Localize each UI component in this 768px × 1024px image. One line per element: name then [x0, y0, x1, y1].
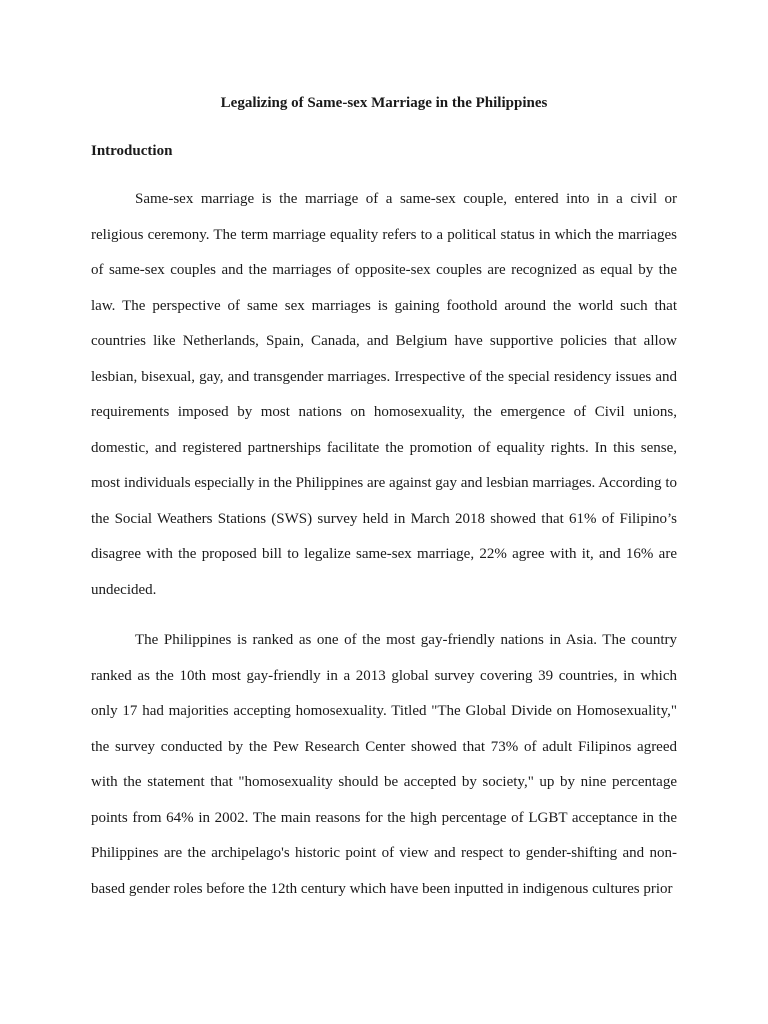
section-heading-introduction: Introduction — [91, 143, 173, 159]
document-title: Legalizing of Same-sex Marriage in the Philippines — [220, 95, 548, 111]
paragraph-2: The Philippines is ranked as one of the most gay-friendly nations in Asia. The country ranked as the 10th most gay-friendly in a 2013 global survey covering 39 countries, in which only 17 had majorities accepting homosexuality. Titled "The Global Divide on Homosexuality," the survey conducted by the Pew Research Center showed that 73% of adult Filipinos agreed with the statement that "homosexuality should be accepted by society," up by nine percentage points from 64% in 2002. The main reasons for the high percentage of LGBT acceptance in the Philippines are the archipelago's historic point of view and respect to gender-shifting and non-based gender roles before the 12th century which have been inputted in indigenous cultures prior — [91, 632, 677, 897]
paragraph-1: Same-sex marriage is the marriage of a same-sex couple, entered into in a civil or religious ceremony. The term marriage equality refers to a political status in which the marriages of same-sex couples and the marriages of opposite-sex couples are recognized as equal by the law. The perspective of same sex marriages is gaining foothold around the world such that countries like Netherlands, Spain, Canada, and Belgium have supportive policies that allow lesbian, bisexual, gay, and transgender marriages. Irrespective of the special residency issues and requirements imposed by most nations on homosexuality, the emergence of Civil unions, domestic, and registered partnerships facilitate the promotion of equality rights. In this sense, most individuals especially in the Philippines are against gay and lesbian marriages. According to the Social Weathers Stations (SWS) survey held in March 2018 showed that 61% of Filipino’s disagree with the proposed bill to legalize same-sex marriage, 22% agree with it, and 16% are undecided. — [91, 191, 677, 598]
